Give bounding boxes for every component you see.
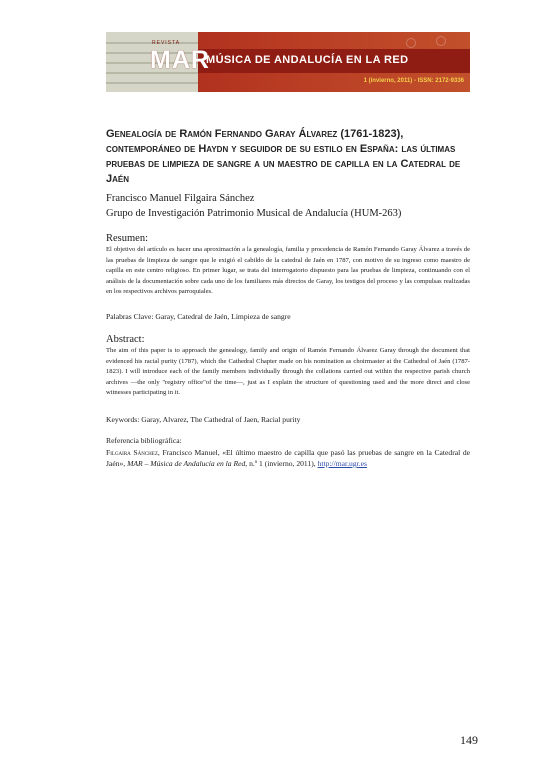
reference-link[interactable]: http://mar.ugr.es (317, 459, 367, 468)
reference-citation (106, 447, 470, 469)
reference-journal: MAR – Música de Andalucía en la Red (127, 459, 246, 468)
banner-revista-label: REVISTA (152, 40, 181, 46)
abstract-text: The aim of this paper is to approach the genealogy, family and origin of Ramón Fernando Álvarez Garay through the document that evidenced his racial purity (1787), which the Cathedral Chapter made on his nomination as choirmaster at the Cathedral of Jaén (1787-1823). I will introduce each of the family members individually through the collations carried out within the respective parish church archives —the only "registry office"of the time—, just as I explain the structure of questioning used and the more direct and close witnesses participating in it. (106, 347, 470, 396)
reference-author: Filgaira Sánchez (106, 448, 158, 457)
article-title: Genealogía de Ramón Fernando Garay Álvarez (1761-1823), contemporáneo de Haydn y seguidor de su estilo en España: las últimas pruebas de limpieza de sangre a un maestro de capilla en la Catedral de Jaén (106, 128, 461, 185)
resumen-text: El objetivo del artículo es hacer una aproximación a la genealogía, familia y procedencia de Ramón Fernando Garay Álvarez a través de las pruebas de limpieza de sangre que le exigió el cabildo de la catedral de Jaén en 1787, con motivo de su ingreso como maestro de capilla en este centro religioso. En primer lugar, se trata del interrogatorio dispuesto para las pruebas de limpieza, continuando con el análisis de la documentación sobre cada uno de los familiares más directos de Garay, los testigos del proceso y las compulsas realizadas en los respectivos archivos parroquiales. (106, 246, 470, 295)
issue-info: 1 (invierno, 2011) - ISSN: 2172-9336 (363, 78, 464, 84)
journal-subtitle: MÚSICA DE ANDALUCÍA EN LA RED (206, 54, 409, 66)
abstract-keywords: Keywords: Garay, Alvarez, The Cathedral of Jaen, Racial purity (106, 415, 301, 424)
resumen-keywords: Palabras Clave: Garay, Catedral de Jaén, Limpieza de sangre (106, 312, 291, 321)
reference-text-b: , n.º 1 (invierno, 2011), (245, 459, 318, 468)
reference-text-a: , Francisco Manuel, «El último maestro de capilla que pasó las pruebas de sangre en la Catedral de Jaén», (106, 448, 470, 468)
journal-logo: MAR (150, 46, 210, 74)
article-affiliation: Grupo de Investigación Patrimonio Musical de Andalucía (HUM-263) (106, 208, 402, 219)
reference-heading: Referencia bibliográfica: (106, 436, 182, 445)
page-number: 149 (460, 733, 478, 747)
article-author: Francisco Manuel Filgaira Sánchez (106, 193, 255, 204)
resumen-heading: Resumen: (106, 233, 148, 244)
music-note-decoration-icon (406, 38, 416, 48)
abstract-heading: Abstract: (106, 334, 145, 345)
music-note-decoration-icon (436, 36, 446, 46)
journal-banner (106, 32, 470, 92)
